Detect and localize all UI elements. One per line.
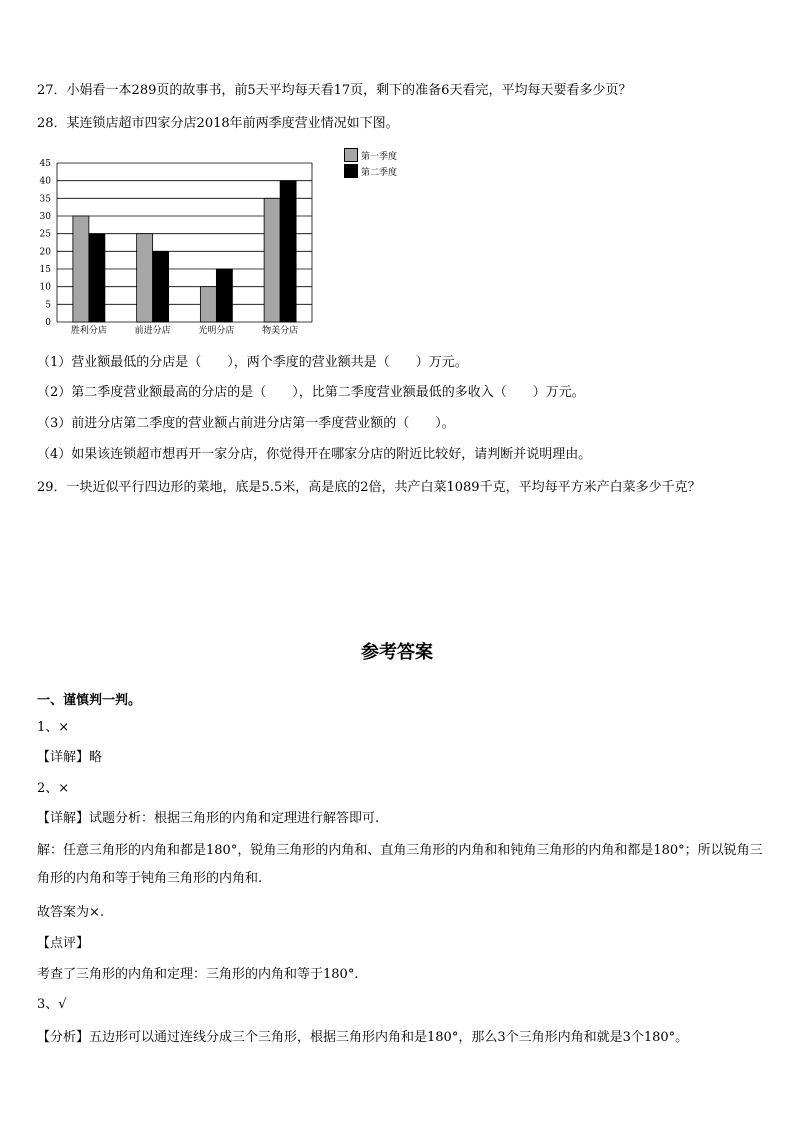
legend-swatch-q2 xyxy=(344,164,358,178)
y-tick-label: 20 xyxy=(39,247,51,258)
answer-1: 1、× xyxy=(37,720,70,735)
bar-q1 xyxy=(264,198,280,322)
bar-q2 xyxy=(216,269,232,322)
question-29: 29．一块近似平行四边形的菜地，底是5.5米，高是底的2倍，共产白菜1089千克，平均每平方米产白菜多少千克？ xyxy=(37,480,701,495)
question-28: 28．某连锁店超市四家分店2018年前两季度营业情况如下图。 xyxy=(37,116,399,131)
bar-q1 xyxy=(137,234,153,322)
question-28-3: （3）前进分店第二季度的营业额占前进分店第一季度营业额的（ ）。 xyxy=(37,416,455,431)
answer-2-detail: 【详解】试题分析：根据三角形的内角和定理进行解答即可. xyxy=(37,811,380,826)
answer-2-comment: 考查了三角形的内角和定理：三角形的内角和等于180°. xyxy=(37,967,359,982)
legend-label-q2: 第二季度 xyxy=(361,167,398,178)
answer-2-comment-label: 【点评】 xyxy=(37,936,90,951)
legend-label-q1: 第一季度 xyxy=(361,151,398,162)
y-tick-label: 15 xyxy=(39,265,51,275)
legend-item-q1 xyxy=(344,147,397,163)
bar-q2 xyxy=(280,181,296,322)
bar-q2 xyxy=(89,234,105,322)
chart-legend xyxy=(344,147,397,179)
x-tick-label: 物美分店 xyxy=(262,326,299,336)
answer-2: 2、× xyxy=(37,781,70,796)
y-tick-label: 35 xyxy=(39,194,51,205)
question-28-2: （2）第二季度营业额最高的分店的是（ ），比第二季度营业额最低的多收入（ ）万元。 xyxy=(37,385,585,400)
answers-title: 参考答案 xyxy=(361,642,433,663)
bar-q1 xyxy=(200,287,216,322)
question-28-4: （4）如果该连锁超市想再开一家分店，你觉得开在哪家分店的附近比较好，请判断并说明理由。 xyxy=(37,447,592,462)
answer-2-conclusion: 故答案为×. xyxy=(37,905,105,920)
section-heading: 一、谨慎判一判。 xyxy=(37,693,142,708)
y-tick-label: 0 xyxy=(45,318,51,328)
y-tick-label: 30 xyxy=(39,212,51,222)
question-27: 27．小娟看一本289页的故事书，前5天平均每天看17页，剩下的准备6天看完，平均每天要看多少页？ xyxy=(37,83,632,98)
answer-3-analysis: 【分析】五边形可以通过连线分成三个三角形，根据三角形内角和是180°，那么3个三角形内角和就是3个180°。 xyxy=(37,1030,689,1045)
y-tick-label: 40 xyxy=(39,176,51,187)
question-28-1: （1）营业额最低的分店是（ ），两个季度的营业额共是（ ）万元。 xyxy=(37,355,468,370)
x-tick-label: 胜利分店 xyxy=(70,326,107,336)
bar-q2 xyxy=(153,251,169,322)
answer-2-solution: 解：任意三角形的内角和都是180°，锐角三角形的内角和、直角三角形的内角和和钝角三角形的内角和都是180°；所以锐角三角形的内角和等于钝角三角形的内角和. xyxy=(37,843,763,886)
y-tick-label: 25 xyxy=(39,229,51,240)
x-tick-label: 光明分店 xyxy=(198,326,235,336)
bar-chart xyxy=(30,148,330,338)
y-tick-label: 10 xyxy=(39,282,51,293)
legend-item-q2 xyxy=(344,163,397,179)
answer-1-detail: 【详解】略 xyxy=(37,750,103,765)
y-tick-label: 45 xyxy=(39,159,51,169)
bar-q1 xyxy=(73,216,89,322)
x-tick-label: 前进分店 xyxy=(134,326,171,336)
y-tick-label: 5 xyxy=(45,300,51,311)
answer-3: 3、√ xyxy=(37,997,67,1012)
legend-swatch-q1 xyxy=(344,148,358,162)
